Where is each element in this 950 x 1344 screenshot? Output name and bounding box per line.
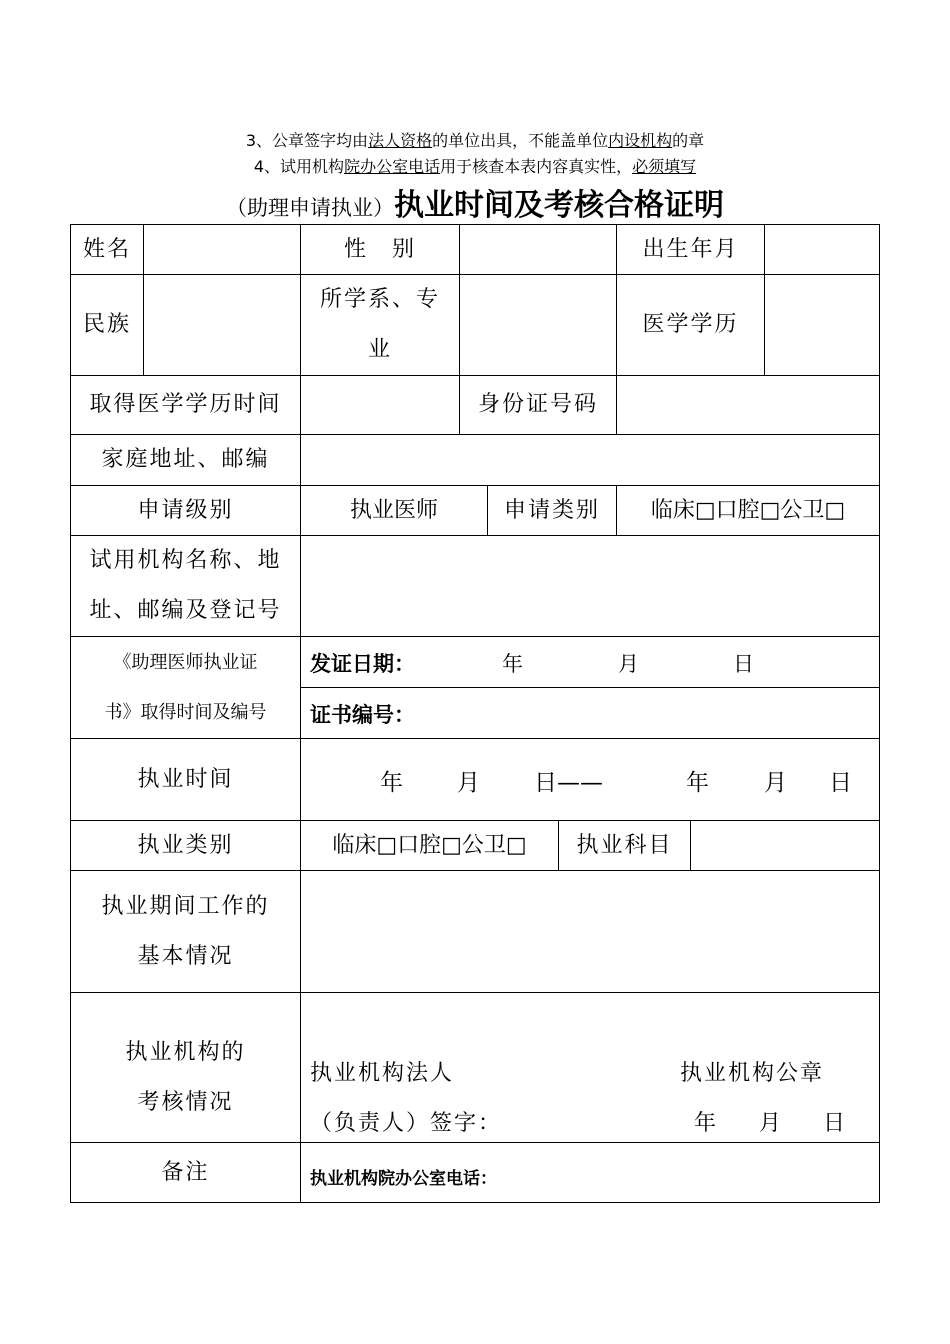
gender-field[interactable] bbox=[460, 225, 616, 274]
title-main: 执业时间及考核合格证明 bbox=[394, 188, 724, 223]
label-major bbox=[301, 275, 459, 375]
label-ethnicity: 民族 bbox=[82, 312, 131, 337]
label-office-phone: 执业机构院办公室电话： bbox=[310, 1169, 497, 1189]
seal-month-label: 月 bbox=[759, 1111, 782, 1136]
label-work-situation bbox=[71, 871, 300, 992]
note-underlined-text: 内设机构 bbox=[608, 131, 673, 150]
label-issue-date: 发证日期： bbox=[310, 652, 415, 676]
ethnicity-field[interactable] bbox=[144, 275, 300, 375]
note-line-4 bbox=[0, 154, 950, 177]
label-cert-line1: 《助理医师执业证 bbox=[113, 651, 258, 673]
label-apply-level: 申请级别 bbox=[137, 497, 234, 523]
issue-year-label: 年 bbox=[502, 652, 523, 676]
page-title bbox=[0, 180, 950, 224]
label-birth: 出生年月 bbox=[642, 236, 739, 262]
label-practice-time: 执业时间 bbox=[137, 766, 234, 792]
end-year-label: 年 bbox=[686, 770, 709, 796]
note-underlined-text: 院办公室电话 bbox=[344, 157, 441, 176]
label-major-line1: 所学系、专 bbox=[319, 287, 440, 312]
note-text: 的章 bbox=[672, 131, 705, 150]
label-assess-line1: 执业机构的 bbox=[125, 1039, 246, 1065]
label-cert-number: 证书编号： bbox=[310, 703, 415, 727]
label-major-line2: 业 bbox=[367, 337, 392, 362]
label-apply-category: 申请类别 bbox=[503, 497, 600, 523]
start-year-label: 年 bbox=[380, 770, 403, 796]
label-practice-category: 执业类别 bbox=[137, 832, 234, 858]
issue-month-label: 月 bbox=[618, 652, 639, 676]
apply-category-options[interactable]: 临床□口腔□公卫□ bbox=[650, 497, 846, 523]
label-trial-line2: 址、邮编及登记号 bbox=[89, 598, 282, 623]
major-field[interactable] bbox=[460, 275, 616, 375]
start-month-label: 月 bbox=[457, 770, 480, 796]
label-work-line1: 执业期间工作的 bbox=[101, 893, 270, 919]
label-name: 姓名 bbox=[82, 236, 131, 262]
address-field[interactable] bbox=[301, 435, 879, 485]
label-legal-person: 执业机构法人 bbox=[310, 1061, 455, 1086]
label-gender: 性 别 bbox=[343, 236, 416, 262]
end-day-label: 日 bbox=[829, 770, 852, 796]
label-trial-institution bbox=[71, 536, 300, 636]
label-official-seal: 执业机构公章 bbox=[680, 1061, 825, 1086]
label-practice-dept: 执业科目 bbox=[576, 832, 673, 858]
practice-dept-field[interactable] bbox=[691, 821, 879, 870]
edu-time-field[interactable] bbox=[301, 376, 459, 434]
end-month-label: 月 bbox=[764, 770, 787, 796]
note-text: 4、试用机构 bbox=[253, 157, 345, 176]
id-number-field[interactable] bbox=[617, 376, 879, 434]
title-prefix: （助理申请执业） bbox=[226, 196, 394, 220]
label-cert-line2: 书》取得时间及编号 bbox=[104, 701, 267, 723]
note-text: 用于核查本表内容真实性， bbox=[440, 157, 633, 176]
seal-year-label: 年 bbox=[694, 1111, 717, 1136]
note-text: 3、公章签字均由 bbox=[245, 131, 369, 150]
label-address: 家庭地址、邮编 bbox=[101, 447, 270, 472]
note-underlined-text: 法人资格 bbox=[368, 131, 433, 150]
label-edu-time: 取得医学学历时间 bbox=[89, 392, 282, 417]
note-text: 的单位出具，不能盖单位 bbox=[432, 131, 609, 150]
note-underlined-text: 必须填写 bbox=[632, 157, 697, 176]
name-field[interactable] bbox=[144, 225, 300, 274]
note-line-3 bbox=[0, 128, 950, 151]
label-trial-line1: 试用机构名称、地 bbox=[89, 548, 282, 573]
label-certificate bbox=[71, 637, 300, 738]
apply-level-value: 执业医师 bbox=[349, 497, 438, 523]
label-education: 医学学历 bbox=[642, 312, 739, 337]
label-remarks: 备注 bbox=[161, 1159, 210, 1185]
label-assessment bbox=[71, 993, 300, 1142]
label-work-line2: 基本情况 bbox=[137, 943, 234, 969]
seal-day-label: 日 bbox=[823, 1111, 846, 1136]
start-day-dash: 日—— bbox=[534, 770, 603, 796]
trial-institution-field[interactable] bbox=[301, 536, 879, 636]
work-situation-field[interactable] bbox=[301, 871, 879, 992]
label-assess-line2: 考核情况 bbox=[137, 1089, 234, 1115]
label-id-number: 身份证号码 bbox=[477, 392, 598, 417]
issue-day-label: 日 bbox=[733, 652, 754, 676]
education-field[interactable] bbox=[765, 275, 879, 375]
practice-category-options[interactable]: 临床□口腔□公卫□ bbox=[332, 832, 527, 858]
birth-field[interactable] bbox=[765, 225, 879, 274]
label-signature: （负责人）签字： bbox=[310, 1111, 503, 1136]
